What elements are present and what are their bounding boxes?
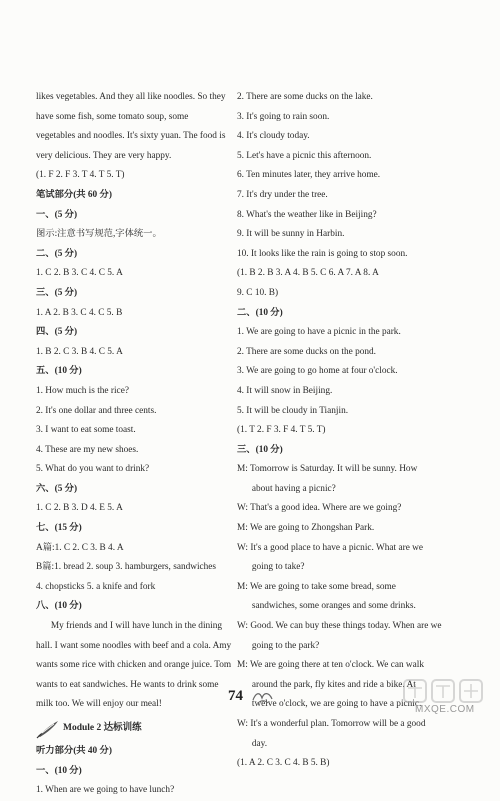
answer-line: 5. What do you want to drink?	[36, 464, 150, 475]
answer-line: (1. B 2. B 3. A 4. B 5. C 6. A 7. A 8. A	[237, 268, 379, 279]
answer-line: (1. F 2. F 3. T 4. T 5. T)	[36, 170, 125, 181]
left-lines	[36, 88, 246, 715]
section-heading: 六、(5 分)	[36, 483, 78, 494]
answer-line: 1. We are going to have a picnic in the park.	[237, 327, 401, 338]
answer-line: W: It's a wonderful plan. Tomorrow will be a good	[237, 719, 426, 729]
answer-line: (1. T 2. F 3. F 4. T 5. T)	[237, 425, 326, 436]
answer-line: milk too. We will enjoy our meal!	[36, 699, 162, 710]
pen-wing-icon	[36, 719, 60, 739]
answer-line: going to the park?	[251, 640, 320, 651]
section-heading: 三、(5 分)	[36, 287, 78, 298]
answer-line: 4. It's cloudy today.	[237, 131, 310, 142]
answer-line: 3. It's going to rain soon.	[237, 111, 330, 122]
answer-line: W: It's a good place to have a picnic. What are we	[237, 542, 423, 553]
watermark-text: MXQE.COM	[415, 704, 475, 715]
answer-line: 9. C 10. B)	[237, 287, 279, 298]
answer-line: 10. It looks like the rain is going to stop soon.	[237, 248, 408, 259]
answer-line: 4. chopsticks 5. a knife and fork	[36, 581, 156, 592]
answer-line: B篇:1. bread 2. soup 3. hamburgers, sandwiches	[36, 562, 217, 573]
answer-line: hall. I want some noodles with beef and a cola. Amy	[36, 640, 232, 651]
section-heading: 听力部分(共 40 分)	[36, 746, 112, 756]
left-column	[36, 88, 246, 801]
right-column	[237, 88, 467, 774]
section-heading: 笔试部分(共 60 分)	[36, 189, 112, 200]
section-heading: 二、(10 分)	[237, 307, 283, 318]
answer-line: 2. There are some ducks on the pond.	[237, 346, 376, 357]
module-heading	[36, 718, 246, 740]
flourish-icon	[250, 688, 276, 708]
section-heading: 八、(10 分)	[36, 601, 82, 612]
section-heading: 五、(10 分)	[36, 366, 82, 377]
answer-line: 2. There are some ducks on the lake.	[237, 92, 373, 102]
answer-line: 4. It will snow in Beijing.	[237, 385, 333, 396]
answer-line: M: We are going to Zhongshan Park.	[237, 523, 375, 534]
answer-line: My friends and I will have lunch in the dining	[50, 621, 223, 632]
answer-line: 1. A 2. B 3. C 4. C 5. B	[36, 307, 123, 318]
answer-line: 8. What's the weather like in Beijing?	[237, 209, 377, 220]
answer-line: around the park, fly kites and ride a bike. At	[251, 679, 416, 690]
answer-line: very delicious. They are very happy.	[36, 150, 172, 161]
watermark-logo-icon	[398, 676, 494, 724]
answer-line: (1. A 2. C 3. C 4. B 5. B)	[237, 758, 330, 769]
answer-line: 3. I want to eat some toast.	[36, 425, 136, 436]
answer-line: 1. C 2. B 3. C 4. C 5. A	[36, 268, 123, 279]
answer-line: 1. How much is the rice?	[36, 385, 129, 396]
section-heading: 三、(10 分)	[237, 444, 283, 455]
section-heading: 一、(10 分)	[36, 765, 82, 776]
answer-line: wants to eat sandwiches. He wants to drink some	[36, 679, 219, 690]
answer-line: 7. It's dry under the tree.	[237, 189, 328, 200]
answer-line: about having a picnic?	[251, 483, 336, 494]
answer-line: 5. It will be cloudy in Tianjin.	[237, 405, 349, 416]
answer-line: M: Tomorrow is Saturday. It will be sunny. How	[237, 464, 418, 475]
answer-line: 3. We are going to go home at four o'clock.	[237, 366, 398, 377]
answer-line: day.	[251, 738, 268, 749]
answer-line: wants some rice with chicken and orange juice. Tom	[36, 660, 232, 671]
section-heading: 一、(5 分)	[36, 209, 78, 220]
section-heading: 七、(15 分)	[36, 523, 82, 534]
answer-line: sandwiches, some oranges and some drinks.	[251, 601, 416, 612]
answer-line: 1. When are we going to have lunch?	[36, 785, 175, 796]
answer-line: likes vegetables. And they all like noodles. So they	[36, 92, 226, 102]
answer-line: 1. C 2. B 3. D 4. E 5. A	[36, 503, 123, 514]
answer-line: have some fish, some tomato soup, some	[36, 111, 189, 122]
answer-line: M: We are going there at ten o'clock. We can walk	[237, 660, 424, 671]
answer-line: vegetables and noodles. It's sixty yuan. The food is	[36, 131, 226, 142]
answer-line: 5. Let's have a picnic this afternoon.	[237, 150, 372, 161]
answer-line: M: We are going to take some bread, some	[237, 581, 396, 592]
answer-line: 9. It will be sunny in Harbin.	[237, 229, 345, 240]
answer-line: A篇:1. C 2. C 3. B 4. A	[36, 542, 124, 553]
section-heading: 四、(5 分)	[36, 327, 78, 338]
answer-line: 2. It's one dollar and three cents.	[36, 405, 157, 416]
answer-line: 1. B 2. C 3. B 4. C 5. A	[36, 346, 123, 357]
section-heading: 二、(5 分)	[36, 248, 78, 259]
answer-line: 4. These are my new shoes.	[36, 444, 139, 455]
answer-line: 图示:注意书写规范,字体统一。	[36, 229, 162, 240]
left-after-lines	[36, 742, 246, 801]
answer-line: W: That's a good idea. Where are we going?	[237, 503, 402, 514]
module-title: Module 2 达标训练	[63, 723, 142, 734]
answer-line: twelve o'clock, we are going to have a picnic.	[251, 699, 422, 710]
right-lines	[237, 88, 467, 774]
page-number: 74	[228, 688, 243, 704]
answer-line: 6. Ten minutes later, they arrive home.	[237, 170, 381, 181]
answer-line: going to take?	[251, 562, 305, 573]
answer-line: W: Good. We can buy these things today. When are we	[237, 621, 442, 632]
